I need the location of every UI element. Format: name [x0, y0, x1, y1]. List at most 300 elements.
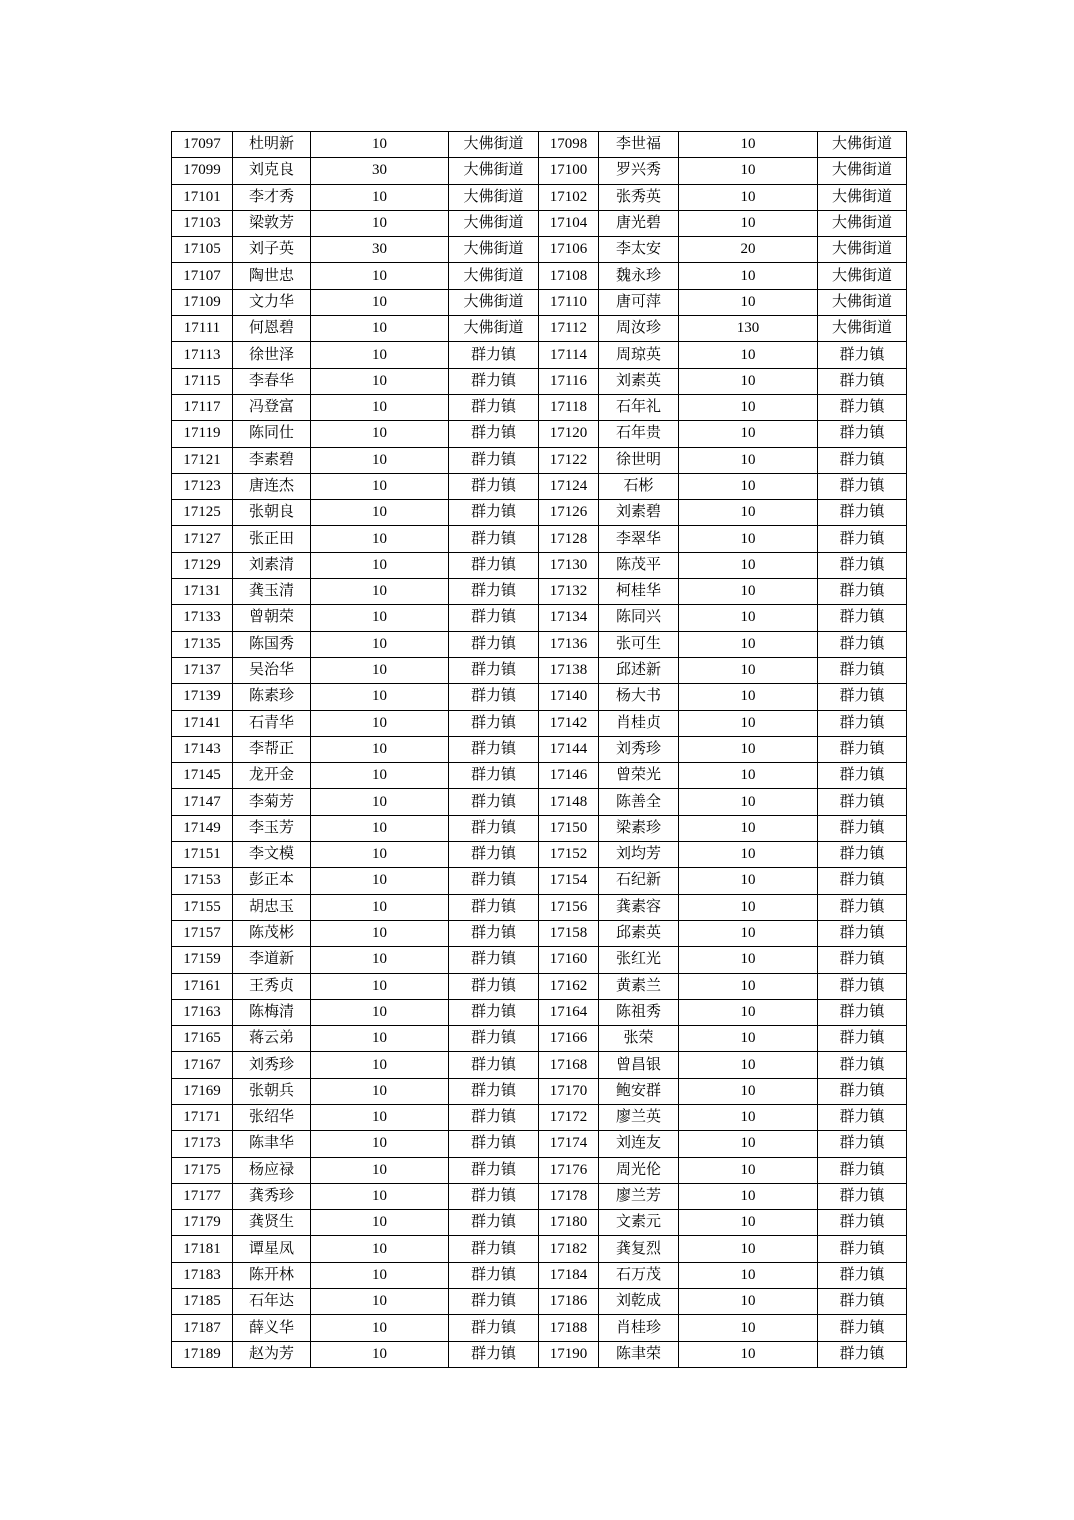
cell-amount: 10 [311, 421, 449, 447]
cell-name: 赵为芳 [233, 1341, 311, 1367]
cell-amount: 10 [311, 132, 449, 158]
cell-district: 大佛街道 [449, 184, 539, 210]
cell-name: 冯登富 [233, 394, 311, 420]
cell-id: 17109 [172, 289, 233, 315]
cell-name: 陈国秀 [233, 631, 311, 657]
cell-district: 群力镇 [449, 920, 539, 946]
cell-id: 17116 [539, 368, 599, 394]
cell-amount: 10 [679, 447, 818, 473]
table-row [172, 842, 907, 868]
cell-name: 李帮正 [233, 736, 311, 762]
table-row [172, 736, 907, 762]
cell-id: 17097 [172, 132, 233, 158]
cell-district: 大佛街道 [818, 158, 907, 184]
cell-id: 17127 [172, 526, 233, 552]
cell-district: 群力镇 [449, 763, 539, 789]
cell-name: 罗兴秀 [599, 158, 679, 184]
cell-district: 群力镇 [818, 1157, 907, 1183]
cell-name: 刘秀珍 [233, 1052, 311, 1078]
cell-name: 龙开金 [233, 763, 311, 789]
cell-name: 陈同仕 [233, 421, 311, 447]
cell-name: 徐世泽 [233, 342, 311, 368]
cell-amount: 10 [679, 1026, 818, 1052]
table-row [172, 684, 907, 710]
cell-name: 杨应禄 [233, 1157, 311, 1183]
cell-id: 17138 [539, 657, 599, 683]
cell-name: 龚贤生 [233, 1210, 311, 1236]
cell-amount: 10 [311, 842, 449, 868]
cell-amount: 10 [679, 184, 818, 210]
cell-district: 群力镇 [818, 710, 907, 736]
cell-amount: 10 [679, 1289, 818, 1315]
cell-id: 17187 [172, 1315, 233, 1341]
cell-district: 群力镇 [449, 894, 539, 920]
cell-name: 刘素碧 [599, 500, 679, 526]
cell-name: 魏永珍 [599, 263, 679, 289]
cell-district: 群力镇 [818, 605, 907, 631]
cell-district: 群力镇 [449, 1236, 539, 1262]
cell-name: 薛义华 [233, 1315, 311, 1341]
cell-district: 群力镇 [449, 1131, 539, 1157]
table-row [172, 894, 907, 920]
cell-district: 群力镇 [818, 579, 907, 605]
cell-name: 石青华 [233, 710, 311, 736]
cell-name: 刘均芳 [599, 842, 679, 868]
cell-district: 群力镇 [449, 1026, 539, 1052]
cell-amount: 10 [679, 342, 818, 368]
cell-id: 17146 [539, 763, 599, 789]
cell-amount: 10 [311, 1262, 449, 1288]
cell-name: 石年达 [233, 1289, 311, 1315]
cell-id: 17153 [172, 868, 233, 894]
cell-amount: 10 [311, 526, 449, 552]
cell-name: 张正田 [233, 526, 311, 552]
cell-name: 刘克良 [233, 158, 311, 184]
table-row [172, 394, 907, 420]
cell-id: 17172 [539, 1104, 599, 1130]
table-row [172, 421, 907, 447]
cell-amount: 10 [311, 684, 449, 710]
cell-amount: 20 [679, 237, 818, 263]
cell-amount: 10 [679, 1078, 818, 1104]
cell-amount: 10 [311, 1315, 449, 1341]
cell-id: 17170 [539, 1078, 599, 1104]
cell-district: 群力镇 [449, 552, 539, 578]
cell-id: 17103 [172, 210, 233, 236]
table-row [172, 237, 907, 263]
cell-name: 唐可萍 [599, 289, 679, 315]
cell-id: 17121 [172, 447, 233, 473]
cell-district: 群力镇 [449, 1104, 539, 1130]
cell-id: 17189 [172, 1341, 233, 1367]
cell-name: 廖兰英 [599, 1104, 679, 1130]
cell-amount: 10 [311, 447, 449, 473]
cell-amount: 10 [679, 868, 818, 894]
cell-amount: 10 [679, 421, 818, 447]
cell-name: 文力华 [233, 289, 311, 315]
cell-name: 鲍安群 [599, 1078, 679, 1104]
cell-id: 17161 [172, 973, 233, 999]
table-row [172, 710, 907, 736]
cell-amount: 10 [679, 736, 818, 762]
cell-district: 群力镇 [449, 342, 539, 368]
cell-district: 群力镇 [449, 947, 539, 973]
cell-id: 17186 [539, 1289, 599, 1315]
cell-name: 梁素珍 [599, 815, 679, 841]
cell-name: 李文模 [233, 842, 311, 868]
cell-amount: 10 [679, 1210, 818, 1236]
cell-amount: 10 [311, 342, 449, 368]
cell-name: 杨大书 [599, 684, 679, 710]
table-row [172, 1026, 907, 1052]
cell-district: 群力镇 [449, 1210, 539, 1236]
cell-amount: 10 [311, 605, 449, 631]
cell-district: 群力镇 [818, 447, 907, 473]
cell-amount: 10 [679, 158, 818, 184]
cell-id: 17142 [539, 710, 599, 736]
cell-name: 龚复烈 [599, 1236, 679, 1262]
table-row [172, 526, 907, 552]
cell-amount: 10 [311, 1052, 449, 1078]
cell-name: 李道新 [233, 947, 311, 973]
cell-district: 大佛街道 [449, 210, 539, 236]
cell-id: 17190 [539, 1341, 599, 1367]
cell-amount: 10 [311, 1157, 449, 1183]
table-body [172, 132, 907, 1368]
cell-amount: 10 [679, 210, 818, 236]
cell-district: 大佛街道 [818, 289, 907, 315]
cell-name: 李翠华 [599, 526, 679, 552]
cell-amount: 10 [679, 1315, 818, 1341]
cell-district: 大佛街道 [449, 316, 539, 342]
table-row [172, 631, 907, 657]
cell-name: 张可生 [599, 631, 679, 657]
cell-id: 17167 [172, 1052, 233, 1078]
cell-district: 群力镇 [818, 394, 907, 420]
table-row [172, 447, 907, 473]
cell-name: 刘连友 [599, 1131, 679, 1157]
table-row [172, 1289, 907, 1315]
cell-name: 胡忠玉 [233, 894, 311, 920]
cell-amount: 10 [679, 920, 818, 946]
cell-name: 刘子英 [233, 237, 311, 263]
cell-name: 廖兰芳 [599, 1183, 679, 1209]
table-row [172, 1183, 907, 1209]
cell-district: 群力镇 [449, 1289, 539, 1315]
cell-id: 17119 [172, 421, 233, 447]
table-row [172, 868, 907, 894]
cell-district: 群力镇 [818, 1341, 907, 1367]
cell-name: 陶世忠 [233, 263, 311, 289]
beneficiary-table [171, 131, 907, 1368]
cell-name: 柯桂华 [599, 579, 679, 605]
table-row [172, 342, 907, 368]
cell-id: 17160 [539, 947, 599, 973]
cell-district: 大佛街道 [449, 263, 539, 289]
cell-name: 李才秀 [233, 184, 311, 210]
cell-amount: 10 [311, 894, 449, 920]
cell-name: 刘素英 [599, 368, 679, 394]
cell-amount: 10 [311, 316, 449, 342]
cell-amount: 10 [679, 973, 818, 999]
cell-id: 17139 [172, 684, 233, 710]
cell-district: 群力镇 [818, 1183, 907, 1209]
cell-id: 17181 [172, 1236, 233, 1262]
cell-district: 群力镇 [449, 368, 539, 394]
cell-amount: 30 [311, 237, 449, 263]
cell-district: 群力镇 [818, 947, 907, 973]
cell-district: 大佛街道 [449, 158, 539, 184]
table-row [172, 789, 907, 815]
cell-name: 徐世明 [599, 447, 679, 473]
cell-name: 陈聿荣 [599, 1341, 679, 1367]
cell-id: 17105 [172, 237, 233, 263]
cell-amount: 10 [311, 736, 449, 762]
cell-id: 17111 [172, 316, 233, 342]
cell-name: 梁敦芳 [233, 210, 311, 236]
cell-id: 17104 [539, 210, 599, 236]
cell-amount: 10 [311, 1183, 449, 1209]
cell-name: 刘乾成 [599, 1289, 679, 1315]
cell-id: 17152 [539, 842, 599, 868]
cell-id: 17145 [172, 763, 233, 789]
cell-district: 群力镇 [818, 1052, 907, 1078]
table-row [172, 605, 907, 631]
cell-district: 群力镇 [818, 368, 907, 394]
cell-amount: 10 [311, 473, 449, 499]
cell-amount: 10 [679, 1052, 818, 1078]
cell-name: 邱素英 [599, 920, 679, 946]
cell-district: 群力镇 [818, 526, 907, 552]
cell-amount: 10 [679, 579, 818, 605]
cell-amount: 10 [679, 473, 818, 499]
table-row [172, 1052, 907, 1078]
cell-name: 李菊芳 [233, 789, 311, 815]
cell-district: 大佛街道 [818, 184, 907, 210]
cell-id: 17124 [539, 473, 599, 499]
cell-district: 群力镇 [818, 1104, 907, 1130]
table-row [172, 920, 907, 946]
cell-id: 17112 [539, 316, 599, 342]
cell-id: 17136 [539, 631, 599, 657]
table-row [172, 947, 907, 973]
table-row [172, 1262, 907, 1288]
cell-district: 群力镇 [449, 526, 539, 552]
cell-id: 17185 [172, 1289, 233, 1315]
cell-district: 群力镇 [818, 1236, 907, 1262]
cell-id: 17110 [539, 289, 599, 315]
cell-amount: 10 [679, 999, 818, 1025]
cell-amount: 10 [311, 1341, 449, 1367]
cell-district: 群力镇 [818, 684, 907, 710]
cell-id: 17173 [172, 1131, 233, 1157]
cell-amount: 10 [311, 947, 449, 973]
table-row [172, 289, 907, 315]
table-row [172, 1078, 907, 1104]
cell-amount: 10 [679, 289, 818, 315]
cell-name: 曾昌银 [599, 1052, 679, 1078]
cell-district: 群力镇 [818, 736, 907, 762]
cell-amount: 10 [311, 1289, 449, 1315]
cell-id: 17177 [172, 1183, 233, 1209]
cell-name: 陈开林 [233, 1262, 311, 1288]
cell-district: 群力镇 [449, 1052, 539, 1078]
cell-id: 17168 [539, 1052, 599, 1078]
cell-amount: 10 [311, 552, 449, 578]
cell-id: 17165 [172, 1026, 233, 1052]
cell-id: 17118 [539, 394, 599, 420]
cell-id: 17102 [539, 184, 599, 210]
table-row [172, 579, 907, 605]
cell-amount: 10 [679, 684, 818, 710]
cell-name: 张绍华 [233, 1104, 311, 1130]
cell-name: 周光伦 [599, 1157, 679, 1183]
cell-name: 石年礼 [599, 394, 679, 420]
table-row [172, 316, 907, 342]
cell-name: 陈梅清 [233, 999, 311, 1025]
cell-amount: 10 [679, 842, 818, 868]
cell-amount: 10 [679, 815, 818, 841]
cell-name: 何恩碧 [233, 316, 311, 342]
cell-id: 17114 [539, 342, 599, 368]
cell-id: 17164 [539, 999, 599, 1025]
cell-name: 陈聿华 [233, 1131, 311, 1157]
cell-id: 17131 [172, 579, 233, 605]
cell-amount: 10 [679, 631, 818, 657]
cell-name: 龚秀珍 [233, 1183, 311, 1209]
cell-id: 17162 [539, 973, 599, 999]
cell-amount: 10 [679, 500, 818, 526]
cell-id: 17130 [539, 552, 599, 578]
cell-name: 张荣 [599, 1026, 679, 1052]
cell-district: 群力镇 [818, 999, 907, 1025]
cell-amount: 10 [311, 1131, 449, 1157]
cell-district: 群力镇 [449, 631, 539, 657]
cell-amount: 10 [679, 1236, 818, 1262]
cell-id: 17115 [172, 368, 233, 394]
cell-id: 17157 [172, 920, 233, 946]
cell-amount: 10 [311, 868, 449, 894]
cell-name: 唐连杰 [233, 473, 311, 499]
cell-amount: 10 [311, 815, 449, 841]
cell-district: 群力镇 [449, 684, 539, 710]
cell-id: 17098 [539, 132, 599, 158]
cell-amount: 10 [311, 789, 449, 815]
cell-name: 文素元 [599, 1210, 679, 1236]
table-row [172, 999, 907, 1025]
table-row [172, 1157, 907, 1183]
table-row [172, 368, 907, 394]
cell-district: 群力镇 [449, 789, 539, 815]
table-row [172, 815, 907, 841]
cell-id: 17120 [539, 421, 599, 447]
cell-amount: 10 [311, 263, 449, 289]
cell-id: 17180 [539, 1210, 599, 1236]
cell-id: 17176 [539, 1157, 599, 1183]
cell-id: 17140 [539, 684, 599, 710]
cell-district: 大佛街道 [449, 132, 539, 158]
cell-id: 17125 [172, 500, 233, 526]
cell-amount: 10 [311, 500, 449, 526]
cell-amount: 10 [311, 210, 449, 236]
cell-id: 17100 [539, 158, 599, 184]
cell-id: 17154 [539, 868, 599, 894]
cell-amount: 10 [679, 1341, 818, 1367]
cell-name: 石彬 [599, 473, 679, 499]
cell-district: 群力镇 [818, 894, 907, 920]
cell-district: 群力镇 [449, 394, 539, 420]
cell-amount: 10 [311, 394, 449, 420]
table-row [172, 1131, 907, 1157]
cell-district: 群力镇 [449, 605, 539, 631]
cell-amount: 10 [679, 894, 818, 920]
cell-district: 群力镇 [449, 736, 539, 762]
cell-id: 17178 [539, 1183, 599, 1209]
cell-id: 17107 [172, 263, 233, 289]
cell-name: 彭正本 [233, 868, 311, 894]
cell-id: 17137 [172, 657, 233, 683]
cell-amount: 10 [679, 1131, 818, 1157]
cell-id: 17123 [172, 473, 233, 499]
cell-district: 大佛街道 [818, 237, 907, 263]
cell-district: 群力镇 [818, 973, 907, 999]
cell-district: 群力镇 [449, 973, 539, 999]
cell-id: 17101 [172, 184, 233, 210]
cell-id: 17158 [539, 920, 599, 946]
cell-district: 群力镇 [449, 1183, 539, 1209]
cell-amount: 10 [679, 1157, 818, 1183]
table-row [172, 763, 907, 789]
table-row [172, 184, 907, 210]
cell-name: 陈茂彬 [233, 920, 311, 946]
cell-name: 吴治华 [233, 657, 311, 683]
cell-id: 17169 [172, 1078, 233, 1104]
table-row [172, 473, 907, 499]
cell-name: 周琼英 [599, 342, 679, 368]
cell-name: 刘素清 [233, 552, 311, 578]
table-row [172, 552, 907, 578]
cell-name: 张红光 [599, 947, 679, 973]
cell-district: 群力镇 [449, 657, 539, 683]
cell-id: 17179 [172, 1210, 233, 1236]
cell-name: 杜明新 [233, 132, 311, 158]
cell-amount: 10 [311, 579, 449, 605]
cell-district: 大佛街道 [818, 316, 907, 342]
cell-district: 大佛街道 [449, 237, 539, 263]
cell-amount: 10 [679, 132, 818, 158]
cell-district: 群力镇 [818, 1131, 907, 1157]
cell-id: 17133 [172, 605, 233, 631]
cell-district: 群力镇 [449, 815, 539, 841]
cell-district: 大佛街道 [818, 132, 907, 158]
cell-district: 群力镇 [818, 1210, 907, 1236]
table-row [172, 973, 907, 999]
cell-district: 群力镇 [818, 842, 907, 868]
cell-amount: 10 [679, 657, 818, 683]
cell-name: 张朝兵 [233, 1078, 311, 1104]
cell-district: 群力镇 [818, 657, 907, 683]
cell-id: 17175 [172, 1157, 233, 1183]
cell-name: 黄素兰 [599, 973, 679, 999]
cell-district: 群力镇 [818, 552, 907, 578]
cell-district: 群力镇 [449, 868, 539, 894]
cell-name: 李世福 [599, 132, 679, 158]
cell-amount: 10 [679, 1104, 818, 1130]
cell-id: 17149 [172, 815, 233, 841]
cell-id: 17126 [539, 500, 599, 526]
table-row [172, 1236, 907, 1262]
cell-name: 李太安 [599, 237, 679, 263]
